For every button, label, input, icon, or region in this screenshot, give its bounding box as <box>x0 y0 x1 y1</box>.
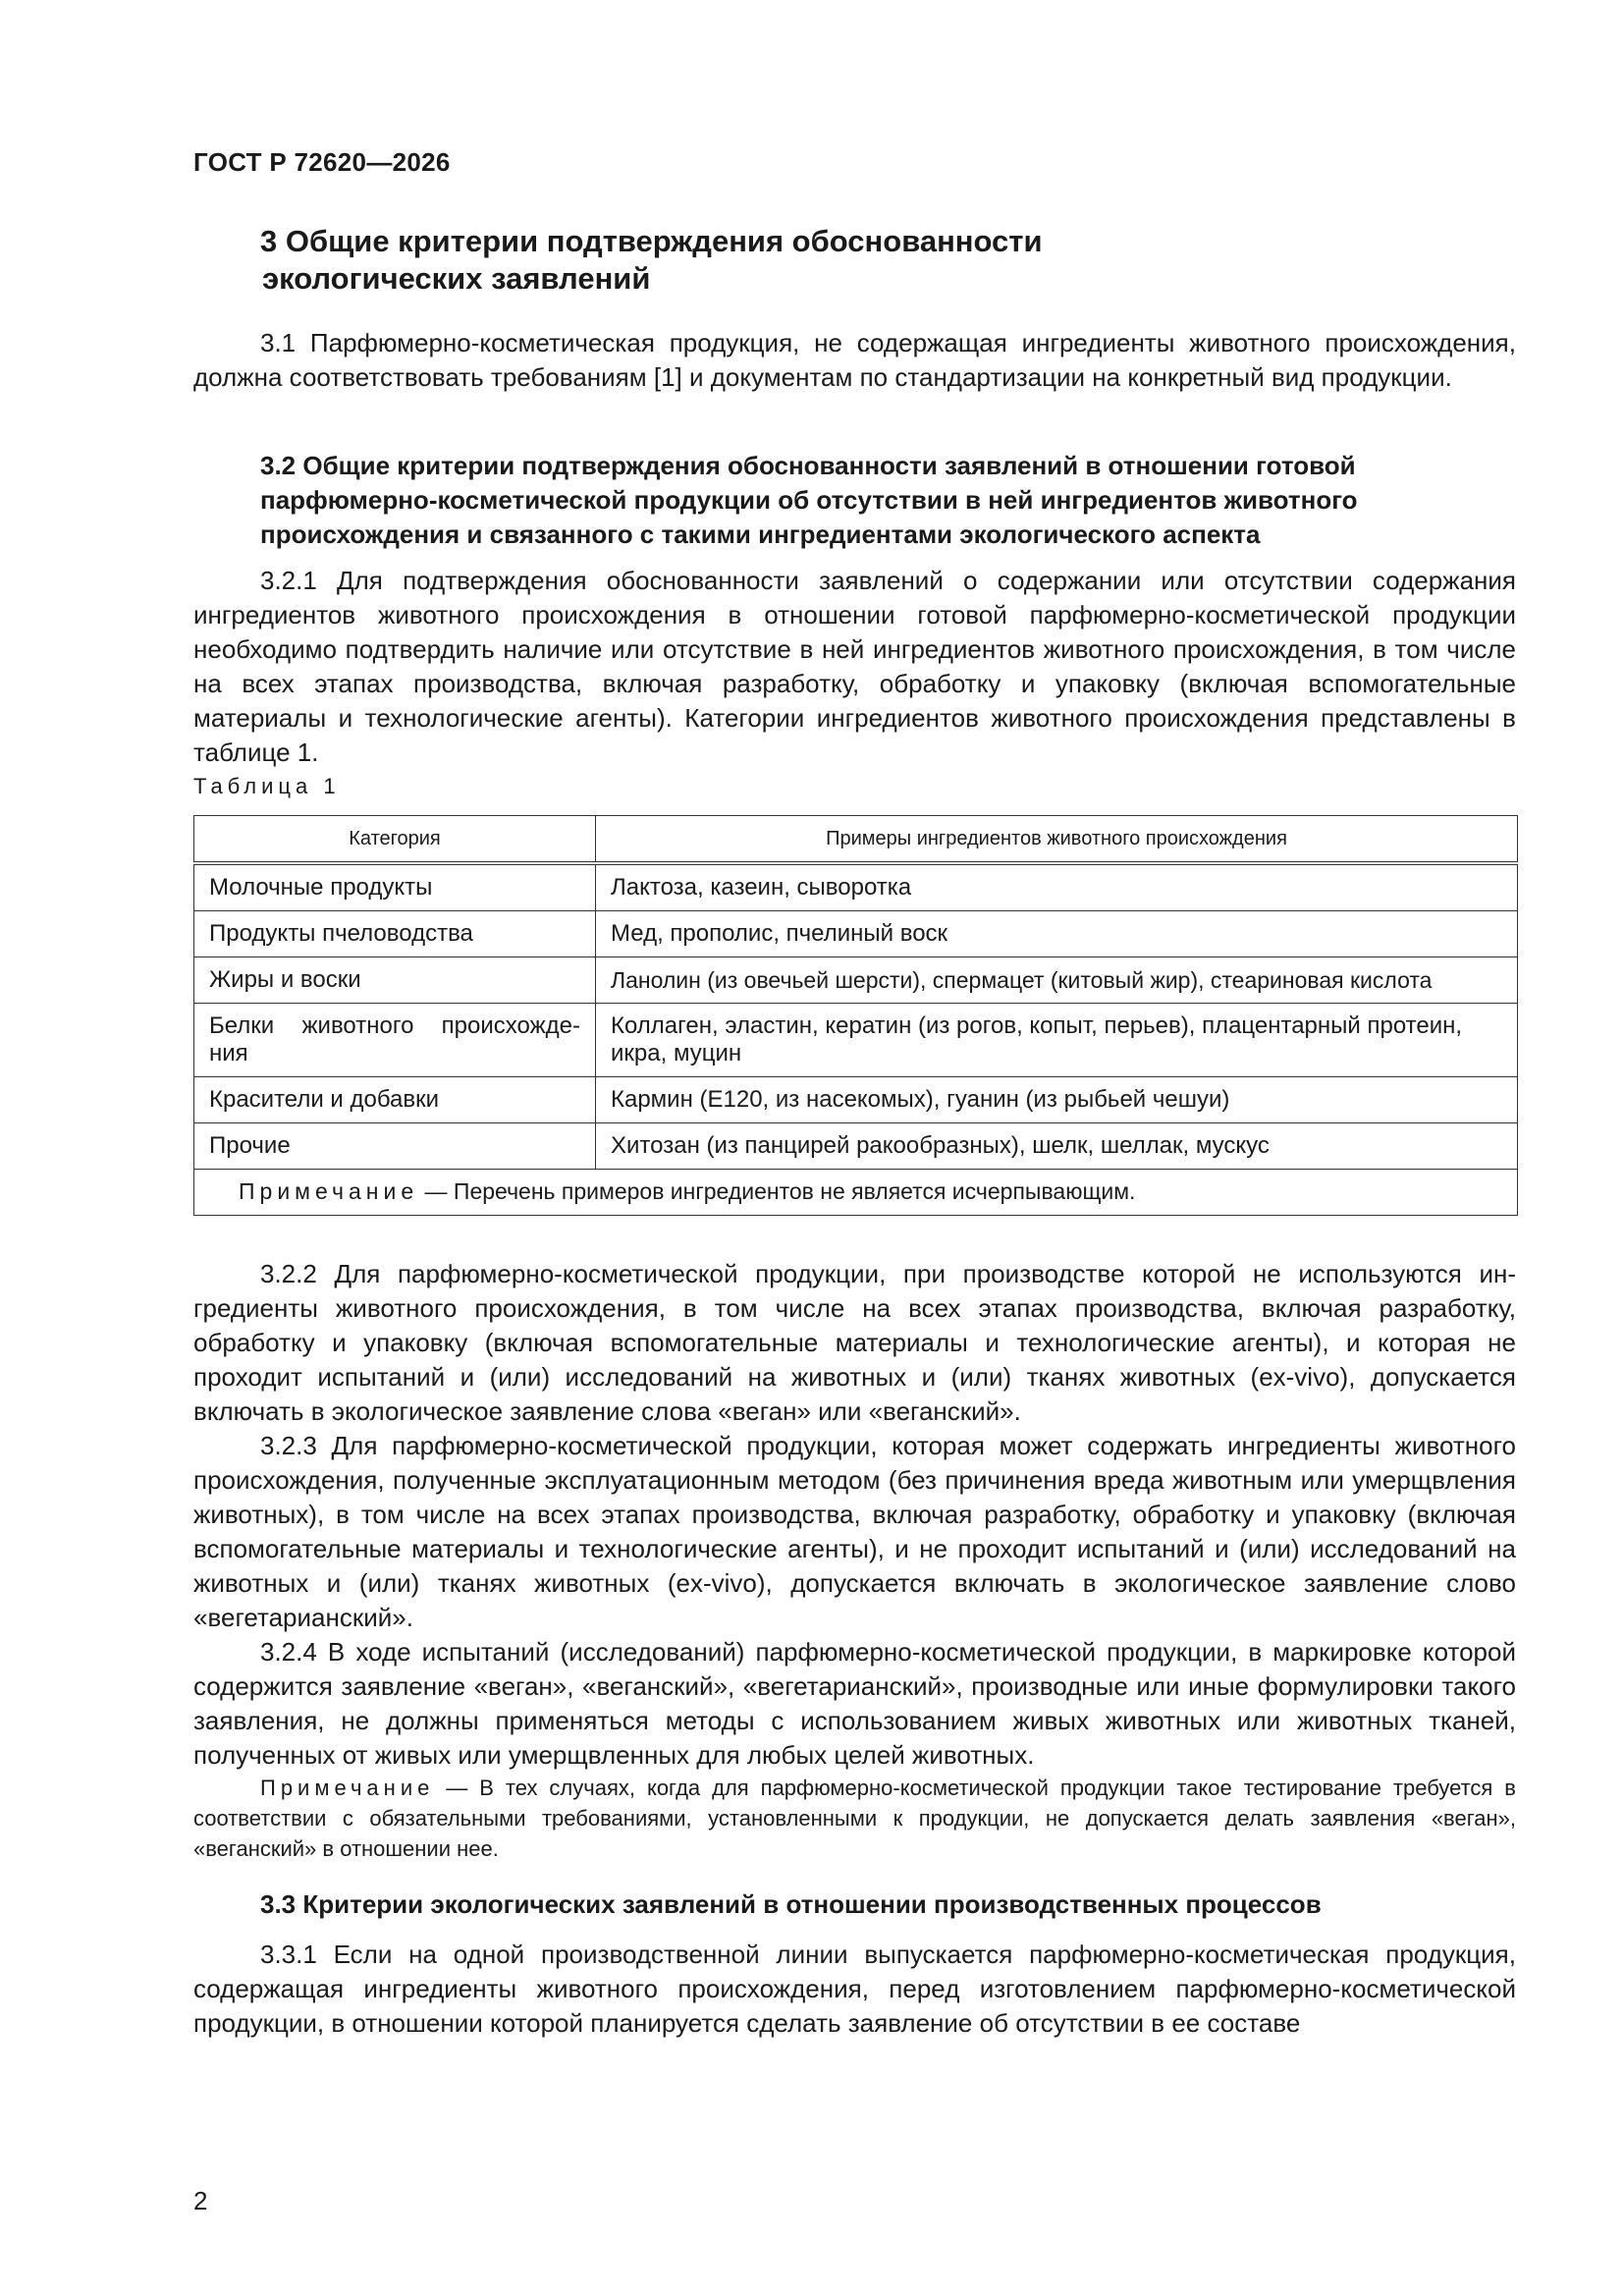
paragraph-3-1: 3.1 Парфюмерно-косметическая продукция, не содержащая ингредиенты животного происхождения, должна соответствовать требованиям [1] и документам по стандартизации на конкретный вид продукции. <box>193 328 1516 392</box>
paragraph-3-2-3: 3.2.3 Для парфюмерно-косметической продукции, которая может содержать ингредиенты животного происхождения, полученные эксплуатационным методом (без причинения вреда животным или умерщвления животных), в том числе на всех этапах производства, включая разработку, обработку и упаковку (включая вспомогательные материалы и технологические агенты), и не проходит испытаний и (или) исследований на животных и (или) тканях животных (ex-vivo), допускается включать в экологическое заявление слово «вегетарианский». <box>193 1431 1516 1632</box>
table-cell-examples: Ланолин (из овечьей шерсти), спермацет (китовый жир), стеариновая кислота <box>596 957 1518 1004</box>
table-row <box>194 957 1518 1004</box>
table-row <box>194 911 1518 957</box>
table-cell-examples: Лактоза, казеин, сыворотка <box>596 863 1518 911</box>
table-header-row <box>194 816 1518 864</box>
table-note-text: — Перечень примеров ингредиентов не является исчерпывающим. <box>418 1178 1136 1204</box>
table-header-examples: Примеры ингредиентов животного происхождения <box>596 816 1518 864</box>
paragraph-3-2-1: 3.2.1 Для подтверждения обоснованности заявлений о содержании или отсутствии содержания ингредиентов животного происхождения в отношении готовой парфюмерно-косметической продукции необходимо подтвердить наличие или отсутствие в ней ингредиентов животного происхождения, в том числе на всех этапах производства, включая разработку, обработку и упаковку (включая вспомогательные материалы и технологические агенты). Категории ингредиентов животного происхождения представлены в таблице 1. <box>193 566 1516 767</box>
table-cell-category: Белки животного происхождения <box>194 1004 596 1077</box>
table-cell-examples: Мед, прополис, пчелиный воск <box>596 911 1518 957</box>
page-number: 2 <box>193 2186 208 2215</box>
table-note-row <box>194 1170 1518 1216</box>
table-note-label: Примечание <box>239 1178 419 1204</box>
table-cell-category: Красители и добавки <box>194 1077 596 1123</box>
table-1-caption: Таблица 1 <box>193 774 341 798</box>
table-header-category: Категория <box>194 816 596 864</box>
note-3-2-4-text: — В тех случаях, когда для парфюмерно-косметической продукции такое тестирование требуется в соответствии с обязательными требованиями, установленными к продукции, не допускается делать заявления «веган», «веганский» в отношении нее. <box>193 1776 1516 1861</box>
section-3-title-line1: 3 Общие критерии подтверждения обоснованности <box>260 224 1043 258</box>
subsection-3-2-heading: 3.2 Общие критерии подтверждения обоснованности заявлений в отношении готовой парфюмерно-косметической продукции об отсутствии в ней ингредиентов животного происхождения и связанного с такими ингредиентами экологического аспекта <box>260 451 1358 549</box>
section-3-title-line2: экологических заявлений <box>262 261 651 296</box>
paragraph-3-2-4: 3.2.4 В ходе испытаний (исследований) парфюмерно-косметической продукции, в маркировке которой содержится заявление «веган», «веганский», «вегетарианский», производные или иные формулировки такого заявления, не должны применяться методы с использованием живых животных или животных тканей, полученных от живых или умерщвленных для любых целей животных. <box>193 1637 1516 1770</box>
table-row <box>194 863 1518 911</box>
table-cell-examples: Кармин (Е120, из насекомых), гуанин (из рыбьей чешуи) <box>596 1077 1518 1123</box>
paragraph-3-2-2: 3.2.2 Для парфюмерно-косметической продукции, при производстве которой не используются ингредиенты животного происхождения, в том числе на всех этапах производства, включая разработку, обработку и упаковку (включая вспомогательные материалы и технологические агенты), и которая не проходит испытаний и (или) исследований на животных и (или) тканях животных (ex-vivo), допускается включать в экологическое заявление слова «веган» или «веганский». <box>193 1259 1516 1426</box>
table-cell-category: Молочные продукты <box>194 863 596 911</box>
subsection-3-3-heading: 3.3 Критерии экологических заявлений в отношении производственных процессов <box>260 1889 1322 1919</box>
table-cell-category: Прочие <box>194 1123 596 1170</box>
section-3-title <box>260 223 1438 298</box>
table-cell-category: Продукты пчеловодства <box>194 911 596 957</box>
note-3-2-4-label: Примечание <box>260 1776 435 1800</box>
note-3-2-4 <box>193 1773 1516 1864</box>
table-1 <box>193 815 1518 1216</box>
table-note <box>194 1170 1518 1216</box>
table-cell-category: Жиры и воски <box>194 957 596 1004</box>
paragraph-3-3-1: 3.3.1 Если на одной производственной линии выпускается парфюмерно-косметическая продукция, содержащая ингредиенты животного происхождения, перед изготовлением парфюмерно-косметической продукции, в отношении которой планируется сделать заявление об отсутствии в ее составе <box>193 1940 1516 2038</box>
table-cell-examples: Хитозан (из панцирей ракообразных), шелк, шеллак, мускус <box>596 1123 1518 1170</box>
document-code-header: ГОСТ Р 72620—2026 <box>193 147 451 177</box>
table-cell-examples: Коллаген, эластин, кератин (из рогов, копыт, перьев), плацентарный протеин, икра, муцин <box>596 1004 1518 1077</box>
table-row <box>194 1077 1518 1123</box>
table-row <box>194 1123 1518 1170</box>
table-row <box>194 1004 1518 1077</box>
